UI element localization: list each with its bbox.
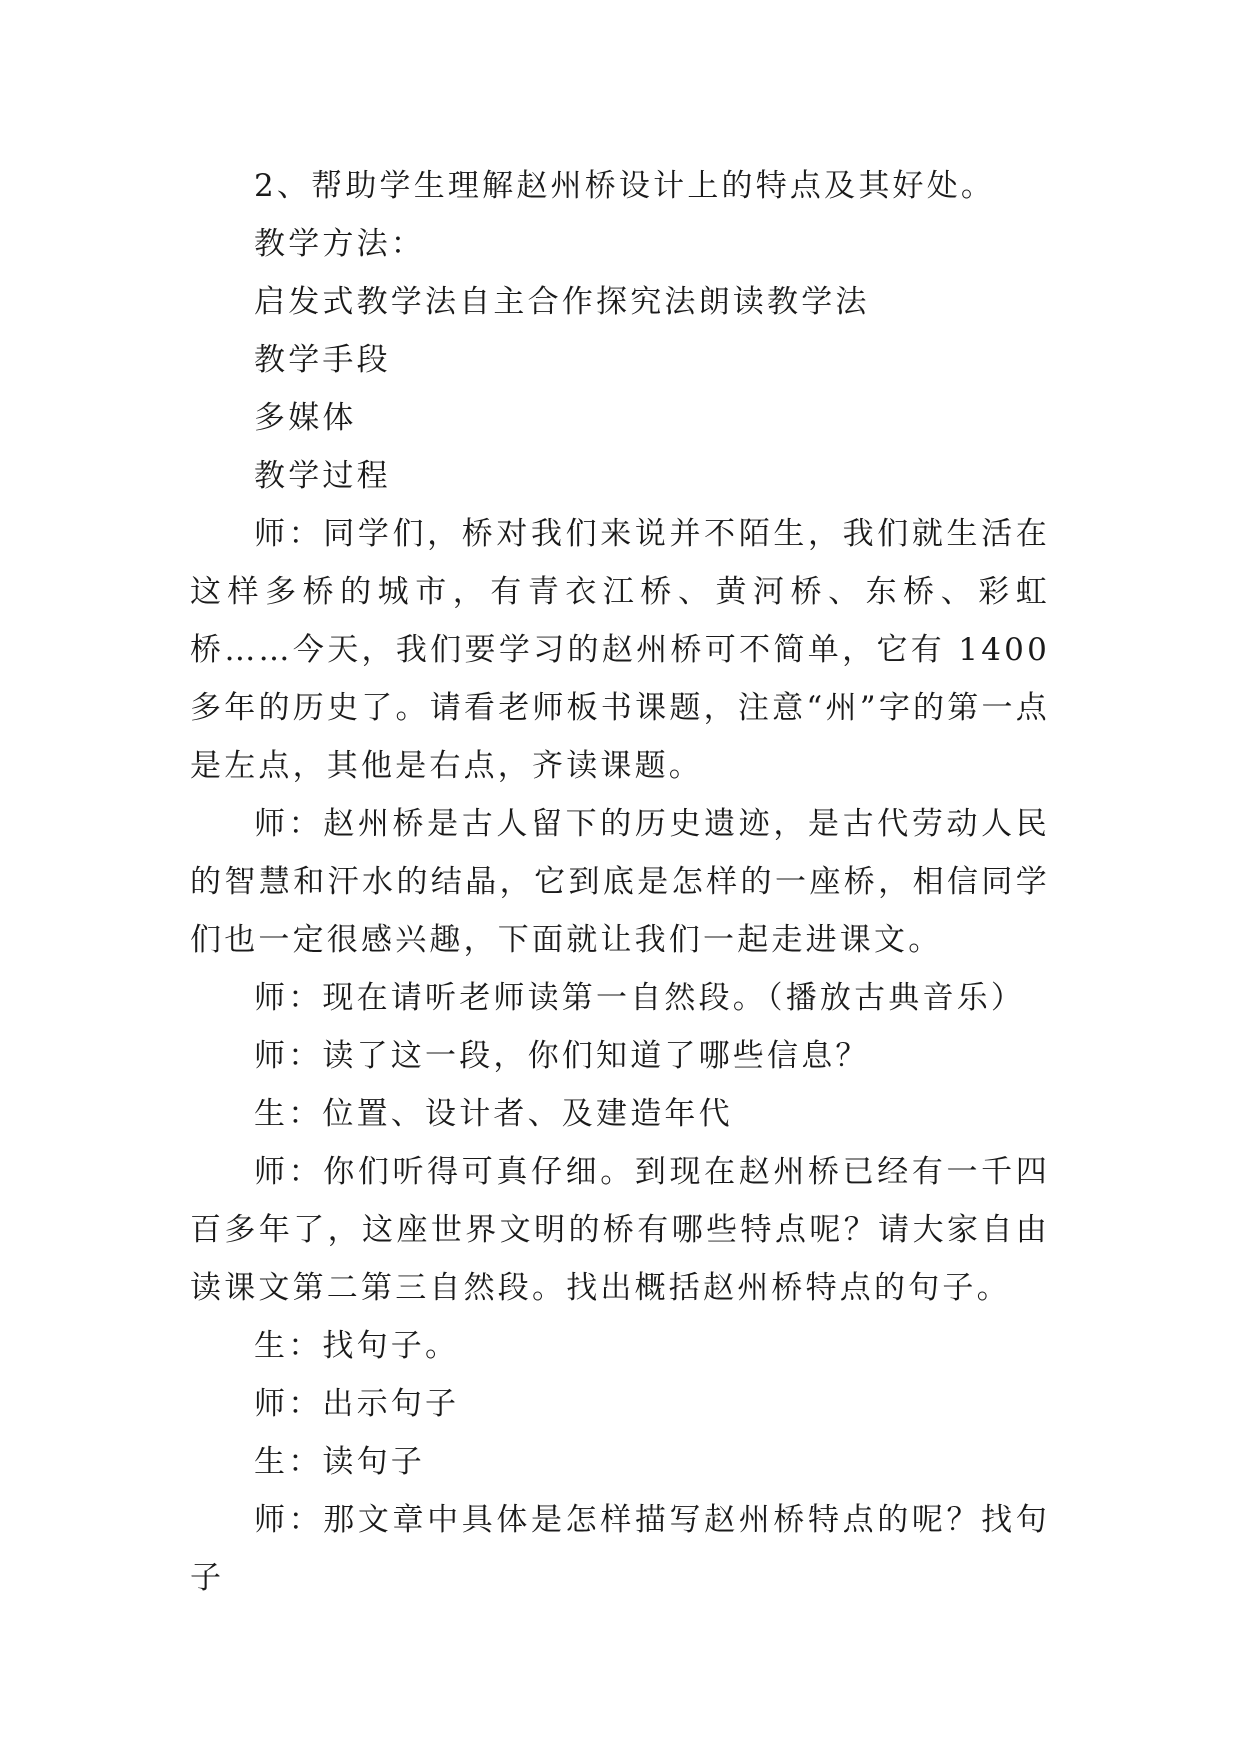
dialogue-paragraph: 生：读句子 — [254, 1444, 425, 1480]
document-body — [190, 157, 1050, 1607]
teaching-methods-text: 启发式教学法自主合作探究法朗读教学法 — [254, 284, 870, 320]
dialogue-paragraph: 生：位置、设计者、及建造年代 — [254, 1096, 733, 1132]
dialogue-paragraph: 生：找句子。 — [254, 1328, 460, 1364]
dialogue-paragraph: 师：现在请听老师读第一自然段。（播放古典音乐） — [254, 980, 1026, 1016]
dialogue-paragraph: 师：赵州桥是古人留下的历史遗迹，是古代劳动人民的智慧和汗水的结晶，它到底是怎样的一座桥，相信同学们也一定很感兴趣，下面就让我们一起走进课文。 — [190, 806, 1050, 958]
teaching-means-heading: 教学手段 — [254, 342, 391, 378]
teaching-means-text: 多媒体 — [254, 400, 357, 436]
dialogue-paragraph: 师：同学们，桥对我们来说并不陌生，我们就生活在这样多桥的城市，有青衣江桥、黄河桥、东桥、彩虹桥……今天，我们要学习的赵州桥可不简单，它有 1400 多年的历史了。请看老师板书课题，注意“州”字的第一点是左点，其他是右点，齐读课题。 — [190, 516, 1050, 784]
dialogue-paragraph: 师：读了这一段，你们知道了哪些信息？ — [254, 1038, 870, 1074]
teaching-methods-heading: 教学方法： — [254, 226, 425, 262]
dialogue-paragraph: 师：那文章中具体是怎样描写赵州桥特点的呢？找句子 — [190, 1502, 1050, 1596]
dialogue-paragraph: 师：你们听得可真仔细。到现在赵州桥已经有一千四百多年了，这座世界文明的桥有哪些特点呢？请大家自由读课文第二第三自然段。找出概括赵州桥特点的句子。 — [190, 1154, 1050, 1306]
objective-item-2: 2、帮助学生理解赵州桥设计上的特点及其好处。 — [254, 168, 996, 204]
dialogue-paragraph: 师：出示句子 — [254, 1386, 460, 1422]
teaching-process-heading: 教学过程 — [254, 458, 391, 494]
